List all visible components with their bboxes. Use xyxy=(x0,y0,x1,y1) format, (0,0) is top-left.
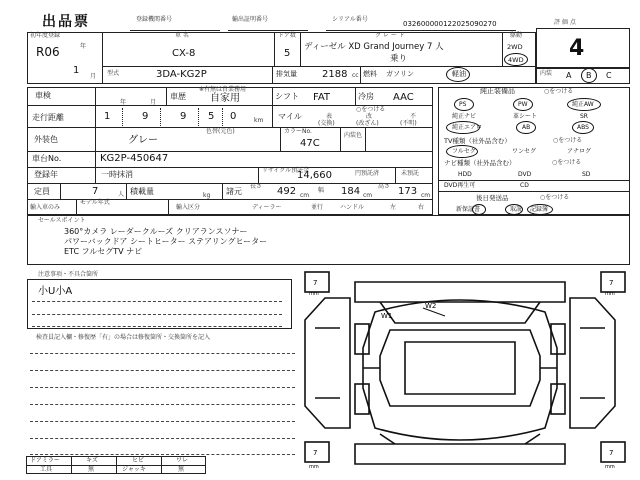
length: 492 xyxy=(277,186,297,197)
tire-unit-fl: mm xyxy=(309,291,319,297)
import-only-label: 輸入車のみ xyxy=(30,204,61,211)
after-manual-circle xyxy=(505,204,523,215)
vehicle-type-label: 車歴 xyxy=(170,92,186,101)
equip-leather: 革シート xyxy=(513,113,538,120)
grade-name-line2: 乗り xyxy=(390,54,408,64)
car-damage-diagram xyxy=(295,268,635,476)
drive-4wd: 4WD xyxy=(508,56,524,64)
fuel-diesel: 軽油 xyxy=(452,70,466,78)
after-warranty: 新保証書 xyxy=(456,206,481,213)
grade-score: 4 xyxy=(569,36,585,61)
chassis-label: 車台No. xyxy=(32,154,62,163)
recycle-amount: 14,660 xyxy=(297,170,332,181)
car-body-outline xyxy=(363,300,557,440)
tv-fullseg-circle xyxy=(446,145,478,158)
ac-label: 冷房 xyxy=(358,92,374,101)
tire-depth-rl: 7 xyxy=(313,449,318,457)
equipment-note: ○をつける xyxy=(544,88,574,95)
inspection-label: 車検 xyxy=(35,91,51,100)
reg-label: 登録年 xyxy=(34,170,58,179)
equip-sr: SR xyxy=(580,113,588,120)
dealer-no-label: 輸出証明番号 xyxy=(232,16,269,23)
mileage-digit-4: 5 xyxy=(208,111,215,122)
meter-option-1: 表 xyxy=(326,113,333,120)
color-code: 47C xyxy=(300,138,320,149)
color-code-label: カラーNo. xyxy=(284,128,312,135)
equip-abs-circle xyxy=(572,121,594,134)
interior-c: C xyxy=(606,71,612,80)
fuel-label: 燃料 xyxy=(363,70,377,78)
sales-points-title: セールスポイント xyxy=(38,217,86,224)
inspection-year-unit: 年 xyxy=(120,99,127,106)
mileage-unit: km xyxy=(254,117,264,124)
legend-mirror: ドアミラー xyxy=(30,457,60,464)
nav-dvd: DVD xyxy=(518,171,532,178)
dimensions-label: 諸元 xyxy=(226,187,242,196)
load-label: 積載量 xyxy=(130,187,154,196)
equip-aero-circle xyxy=(446,121,483,134)
tire-depth-fl: 7 xyxy=(313,279,318,287)
model-label: 型式 xyxy=(107,70,120,77)
session-label: 登録機関番号 xyxy=(136,16,173,23)
mark-w1: W1 xyxy=(381,312,393,320)
int-color-label: 内装色 xyxy=(344,132,363,139)
capacity-unit: 人 xyxy=(118,191,125,198)
sheet-title: 出品票 xyxy=(42,14,90,30)
car-rear-view xyxy=(355,444,565,464)
interior-label: 内装 xyxy=(540,70,553,77)
equip-ps-circle xyxy=(454,98,474,111)
sales-point-line-2: パワーバックドア シートヒーター ステアリングヒーター xyxy=(64,237,268,246)
mileage-digit-3: 9 xyxy=(180,111,187,122)
equip-abs: ABS xyxy=(577,124,589,131)
displacement-unit: cc xyxy=(352,72,359,79)
tv-oneseg: ワンセグ xyxy=(512,148,537,155)
equip-aw-circle xyxy=(567,98,601,111)
mileage-digit-1: 1 xyxy=(104,111,111,122)
doors-label: ドア数 xyxy=(278,32,296,39)
interior-a: A xyxy=(566,71,572,80)
tv-fullseg: フルセグ xyxy=(452,148,476,155)
sales-point-line-3: ETC フルセグTV ナビ xyxy=(64,247,143,256)
capacity: 7 xyxy=(92,186,99,197)
tire-unit-rl: mm xyxy=(309,464,319,470)
grade-name-line1: ディーゼル XD Grand Journey 7 人 xyxy=(304,42,444,52)
capacity-label: 定員 xyxy=(34,187,50,196)
sales-point-line-1: 360°カメラ レーダークルーズ クリアランスソナー xyxy=(64,227,248,236)
interior-b: B xyxy=(586,71,592,80)
height-label: 高さ xyxy=(378,183,391,190)
ac: AAC xyxy=(393,92,414,103)
tire-unit-fr: mm xyxy=(605,291,615,297)
mileage-digit-2: 9 xyxy=(142,111,149,122)
nav-sd: SD xyxy=(582,171,591,178)
import-class-label: 輸入区分 xyxy=(176,204,201,211)
legend-tool: 工具 xyxy=(40,466,53,473)
legend-break: ワレ xyxy=(176,457,189,464)
wheel-front-right xyxy=(551,324,565,354)
displacement-label: 排気量 xyxy=(276,70,297,78)
tire-depth-rr: 7 xyxy=(609,449,614,457)
nav-title: ナビ種類（社外品含む） xyxy=(444,159,516,167)
after-records: 記録簿 xyxy=(530,206,549,213)
nav-hdd: HDD xyxy=(458,171,472,178)
year-unit: 年 xyxy=(80,43,87,50)
tire-unit-rr: mm xyxy=(605,464,615,470)
height: 173 xyxy=(398,186,418,197)
vehicle-type: 自家用 xyxy=(210,93,240,104)
mark-w2: W2 xyxy=(425,302,437,310)
handle-label: ハンドル xyxy=(340,204,365,211)
equip-aw: 純正AW xyxy=(572,101,594,108)
serial-label: シリアル番号 xyxy=(332,16,368,23)
length-label: 長さ xyxy=(250,183,263,190)
height-unit: cm xyxy=(421,192,431,199)
ext-color: グレー xyxy=(128,135,158,146)
displacement: 2188 xyxy=(322,69,348,80)
recycle-label: リサイクル預託金 xyxy=(262,167,310,174)
meter-option-2: 改 xyxy=(366,113,373,120)
after-title: 後日発送品 xyxy=(476,194,509,202)
car-roof-top xyxy=(355,282,565,302)
wheel-front-left xyxy=(355,324,369,354)
first-reg-month: 1 xyxy=(73,65,80,76)
load-unit: kg xyxy=(203,192,211,199)
equip-pw: PW xyxy=(518,101,528,108)
notes-content: 小U小A xyxy=(38,286,73,297)
first-reg-label: 初年度登録 xyxy=(30,32,61,39)
chassis-number: KG2P-450647 xyxy=(100,153,169,164)
shift-label: シフト xyxy=(275,92,299,101)
after-records-circle xyxy=(527,204,553,215)
import-dealer: ディーラー xyxy=(252,204,282,211)
width: 184 xyxy=(341,186,361,197)
after-note: ○をつける xyxy=(540,194,570,201)
handle-left: 左 xyxy=(390,204,397,211)
equip-aero: 純正エアロ xyxy=(452,124,483,131)
tv-analog: アナログ xyxy=(567,148,592,155)
model-code: 3DA-KG2P xyxy=(156,69,207,80)
tire-depth-fr: 7 xyxy=(609,279,614,287)
car-left-profile xyxy=(305,298,350,428)
dvd-label: DVD再生可 xyxy=(444,182,476,189)
width-unit: cm xyxy=(363,192,373,199)
drive-2wd: 2WD xyxy=(507,43,523,51)
tv-title: TV種類（社外品含む） xyxy=(444,137,511,145)
import-parallel: 並行 xyxy=(311,204,324,211)
meter-label: マイル xyxy=(278,112,302,121)
equip-pw-circle xyxy=(513,98,533,111)
recycle-paid-label: 円預託済 xyxy=(355,170,380,177)
shift: FAT xyxy=(313,92,331,103)
notes-title: 注意事項・不具合箇所 xyxy=(38,271,99,278)
dvd-value: CD xyxy=(520,182,529,189)
car-right-profile xyxy=(570,298,615,428)
drive-4wd-circle xyxy=(504,53,528,66)
meter-option-2-sub: (改ざん) xyxy=(356,120,379,127)
inspector-title: 検査員記入欄・修復歴「有」の場合は修復箇所・交換箇所を記入 xyxy=(36,334,211,341)
equipment-title: 純正装備品 xyxy=(480,87,515,95)
legend-crack: ヒビ xyxy=(132,457,145,464)
inspection-month-unit: 月 xyxy=(150,99,157,106)
after-warranty-circle xyxy=(472,204,486,215)
reg-status: 一時抹消 xyxy=(101,170,133,179)
equip-ps: PS xyxy=(459,101,467,108)
car-name: CX-8 xyxy=(172,48,196,59)
usage-note: ※有無は自業務用 xyxy=(199,86,247,93)
legend-scratch: キズ xyxy=(86,457,98,464)
grade-name-label: グ レ ー ド xyxy=(375,32,405,39)
doors: 5 xyxy=(284,48,291,59)
legend-jack-value: 無 xyxy=(178,466,185,473)
nav-note: ○をつける xyxy=(552,159,582,166)
ext-color-label: 外装色 xyxy=(34,135,58,144)
meter-option-3: 不 xyxy=(410,113,417,120)
equip-nav: 純正ナビ xyxy=(452,113,477,120)
handle-right: 右 xyxy=(418,204,425,211)
mileage-label: 走行距離 xyxy=(32,113,64,122)
fuel-diesel-circle xyxy=(446,67,470,82)
fuel-gasoline: ガソリン xyxy=(386,70,414,78)
grade-label: 評 価 点 xyxy=(554,19,576,26)
car-name-label: 車 名 xyxy=(175,32,189,39)
meter-note: ○をつける xyxy=(356,106,386,113)
equip-ab-circle xyxy=(516,121,536,134)
color-change-label: 色替(元色) xyxy=(206,128,235,135)
first-reg-era: R06 xyxy=(36,45,60,59)
width-label: 幅 xyxy=(318,187,325,194)
drive-label: 駆動 xyxy=(510,32,523,39)
after-manual: 取説 xyxy=(510,206,523,213)
month-unit: 月 xyxy=(90,73,97,80)
length-unit: cm xyxy=(300,192,310,199)
meter-option-1-sub: (交換) xyxy=(318,120,335,127)
mileage-digit-5: 0 xyxy=(230,111,237,122)
legend-jack: ジャッキ xyxy=(122,466,146,473)
serial-number: 032600000122025090270 xyxy=(403,20,497,28)
interior-b-circle xyxy=(581,68,597,83)
tv-note: ○をつける xyxy=(553,137,583,144)
meter-option-3-sub: (不明) xyxy=(400,120,417,127)
equip-ab: AB xyxy=(522,124,531,131)
model-year-label: モデル年式 xyxy=(80,199,110,206)
recycle-unpaid-label: 未預託 xyxy=(401,170,420,177)
legend-tool-value: 無 xyxy=(88,466,95,473)
